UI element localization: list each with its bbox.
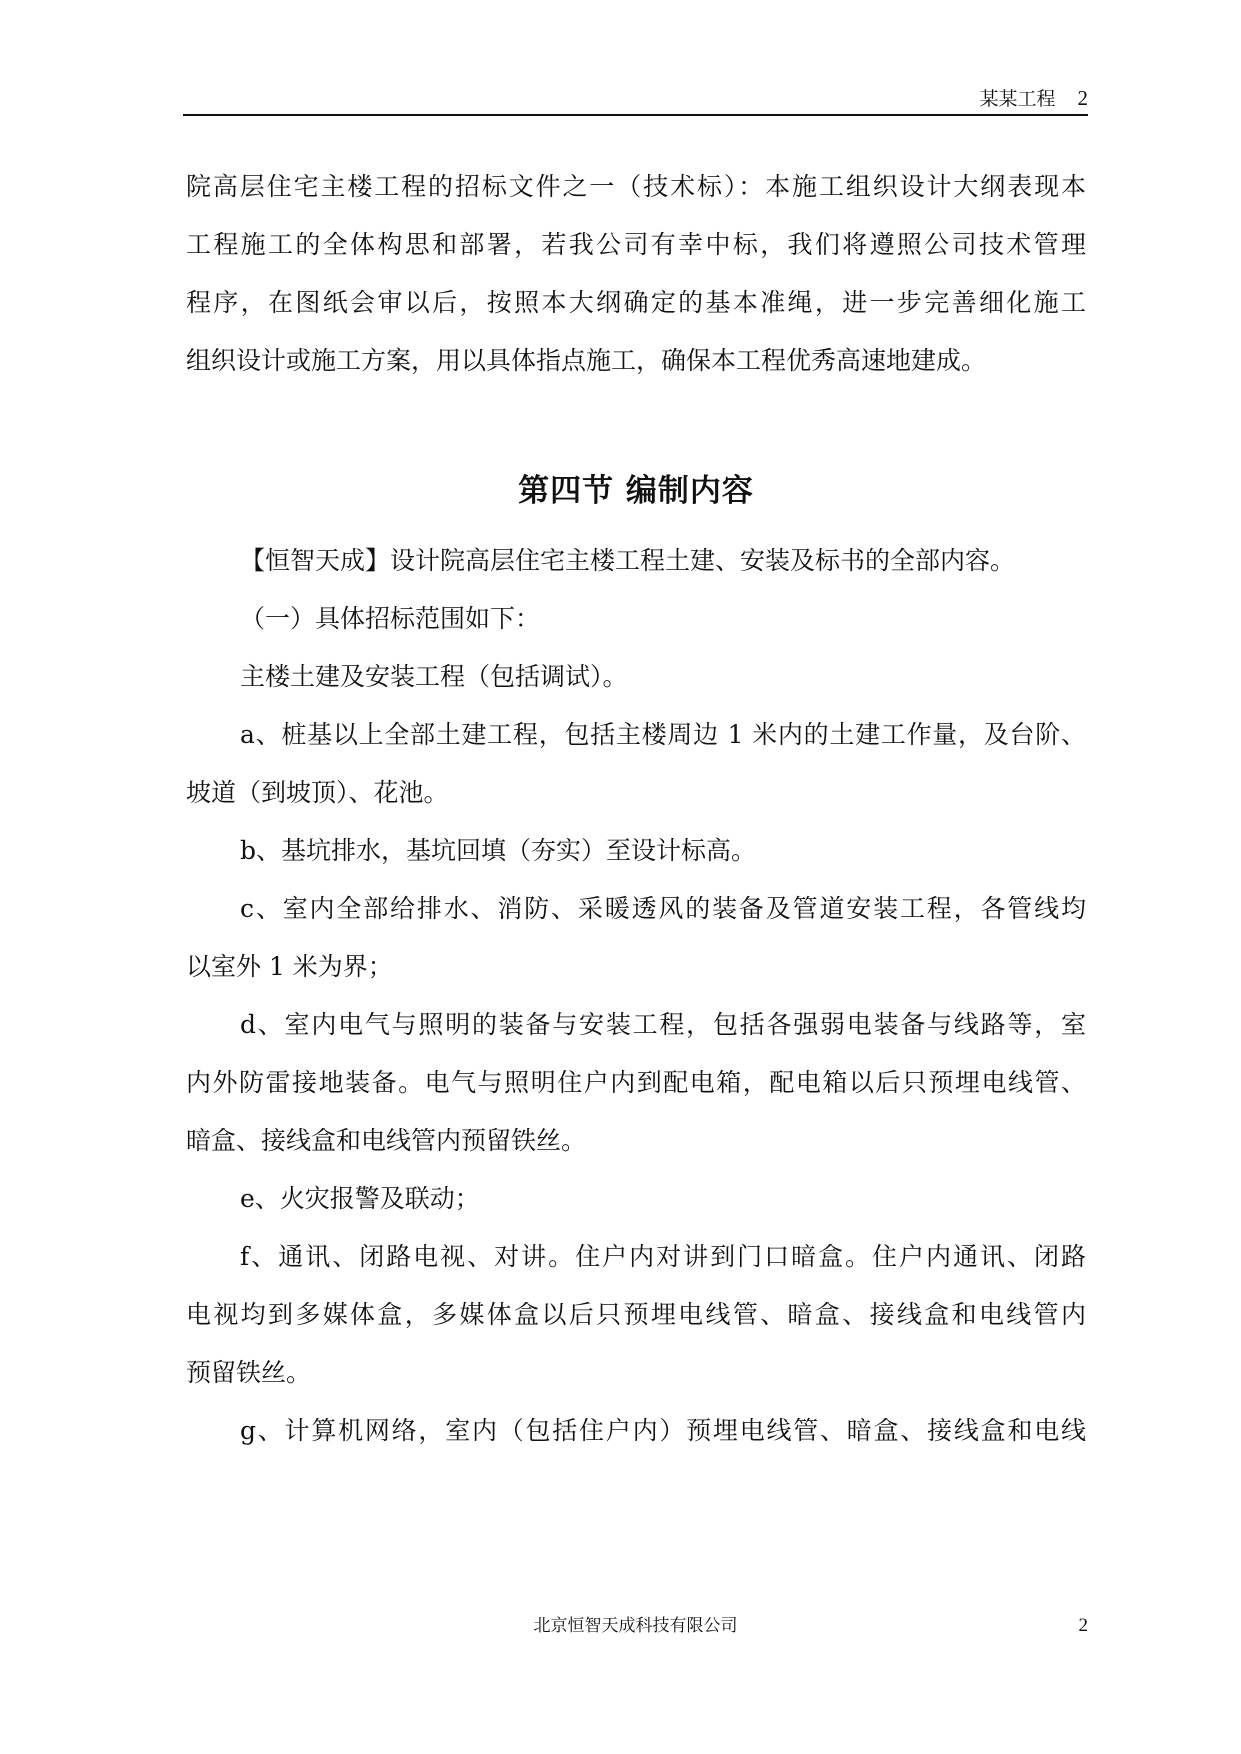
section-line: 坡道（到坡顶）、花池。 [186,778,449,807]
header-page-number: 2 [1077,86,1088,110]
page-footer [183,1614,1088,1638]
header-rule [183,114,1088,116]
section-line: c、室内全部给排水、消防、采暖透风的装备及管道安装工程，各管线均 [240,894,1086,923]
header-title: 某某工程 [979,88,1056,110]
section-line: 以室外 1 米为界； [186,952,393,981]
section-line: 【恒智天成】设计院高层住宅主楼工程土建、安装及标书的全部内容。 [240,546,1016,575]
body-text [186,158,1086,1460]
section-line: 电视均到多媒体盒，多媒体盒以后只预埋电线管、暗盒、接线盒和电线管内 [186,1300,1086,1329]
section-heading: 第四节 编制内容 [518,473,754,509]
intro-line: 院高层住宅主楼工程的招标文件之一（技术标）：本施工组织设计大纲表现本 [186,172,1086,201]
spacer [186,390,1086,462]
intro-line: 工程施工的全体构思和部署，若我公司有幸中标，我们将遵照公司技术管理 [186,230,1086,259]
section-line: d、室内电气与照明的装备与安装工程，包括各强弱电装备与线路等，室 [240,1010,1086,1039]
section-line: （一）具体招标范围如下： [240,604,541,633]
section-line: b、基坑排水，基坑回填（夯实）至设计标高。 [240,836,757,865]
section-line: 暗盒、接线盒和电线管内预留铁丝。 [186,1126,587,1155]
footer-page-number: 2 [1078,1615,1088,1636]
intro-line: 程序，在图纸会审以后，按照本大纲确定的基本准绳，进一步完善细化施工 [186,288,1086,317]
section-line: f、通讯、闭路电视、对讲。住户内对讲到门口暗盒。住户内通讯、闭路 [240,1242,1086,1271]
section-line: 主楼土建及安装工程（包括调试）。 [240,662,628,691]
section-line: 内外防雷接地装备。电气与照明住户内到配电箱，配电箱以后只预埋电线管、 [186,1068,1086,1097]
section-line: g、计算机网络，室内（包括住户内）预埋电线管、暗盒、接线盒和电线 [240,1416,1086,1445]
footer-company: 北京恒智天成科技有限公司 [533,1616,738,1636]
spacer [186,520,1086,532]
section-line: 预留铁丝。 [186,1358,312,1387]
intro-line: 组织设计或施工方案，用以具体指点施工，确保本工程优秀高速地建成。 [186,346,987,375]
section-line: a、桩基以上全部土建工程，包括主楼周边 1 米内的土建工作量，及台阶、 [240,720,1086,749]
section-line: e、火灾报警及联动； [240,1184,480,1213]
page-header [183,86,1088,114]
